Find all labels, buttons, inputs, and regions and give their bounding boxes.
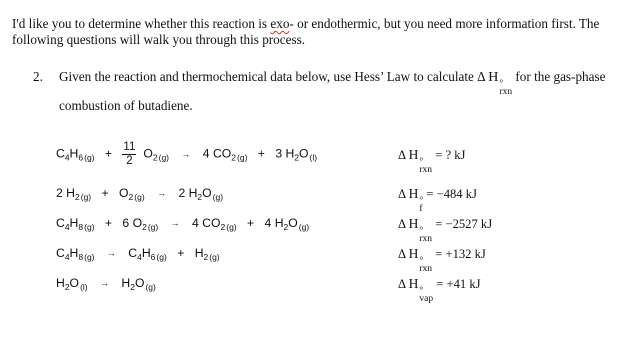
- reaction-3: $C_4H_8$ $_{(g)}$ + 6 $O_2$ $_{(g)}$ → 4 $CO_2$ $_{(g)}$ + 4 $H_2O$ $_{(g)}$: [56, 216, 310, 232]
- question-2: [33, 68, 619, 114]
- question-number: 2.: [33, 69, 43, 84]
- intro-paragraph: [12, 16, 618, 48]
- enthalpy-3: Δ H ° rxn = −2527 kJ: [398, 216, 493, 244]
- enthalpy-4: Δ H ° rxn = +132 kJ: [398, 246, 486, 274]
- reaction-2: 2 $H_2$ $_{(g)} + O_2$ $_{(g)}$ → 2 $H_2O$ $_{(g)}$: [56, 186, 224, 202]
- enthalpy-5: Δ H ° vap = +41 kJ: [398, 276, 481, 304]
- enthalpy-1: Δ H ° rxn = ? kJ: [398, 147, 466, 175]
- reaction-arrow: →: [100, 278, 110, 288]
- reaction-arrow: →: [106, 248, 116, 258]
- reaction-arrow: →: [170, 218, 180, 228]
- coefficient-fraction: $\frac{11}{2}$: [123, 141, 136, 167]
- reaction-arrow: →: [181, 148, 191, 159]
- reaction-1: $C_4H_6$ $_{(g)}$ + $\frac{11}{2}$ $O_2$ $_{(g)}$ → 4 $CO_2$ $_{(g)}$ + 3 $H_2O$ $_{(l)}$: [56, 141, 318, 167]
- intro-text-before: I'd like you to determine whether this reaction is: [12, 16, 271, 31]
- reaction-5: $H_2O$ $_{(l)} \to H_2O$ $_{(g)}$: [56, 276, 156, 292]
- intro-exo-word: exo: [270, 16, 290, 31]
- reaction-4: $C_4H_8$ $_{(g)} \to C_4H_6$ $_{(g)} + H_2$ $_{(g)}$: [56, 246, 220, 262]
- question-dh-symbol: Δ H ° rxn: [477, 69, 513, 97]
- intro-text-after: - or endothermic, but you need more information first. The following questions will walk you through this process.: [12, 16, 600, 47]
- question-text-before: Given the reaction and thermochemical data below, use Hess’ Law to calculate: [59, 69, 478, 84]
- enthalpy-2: Δ H ° f = −484 kJ: [398, 186, 477, 214]
- reaction-arrow: →: [157, 188, 167, 198]
- question-text-after: for the gas-phase combustion of butadiene.: [59, 69, 606, 113]
